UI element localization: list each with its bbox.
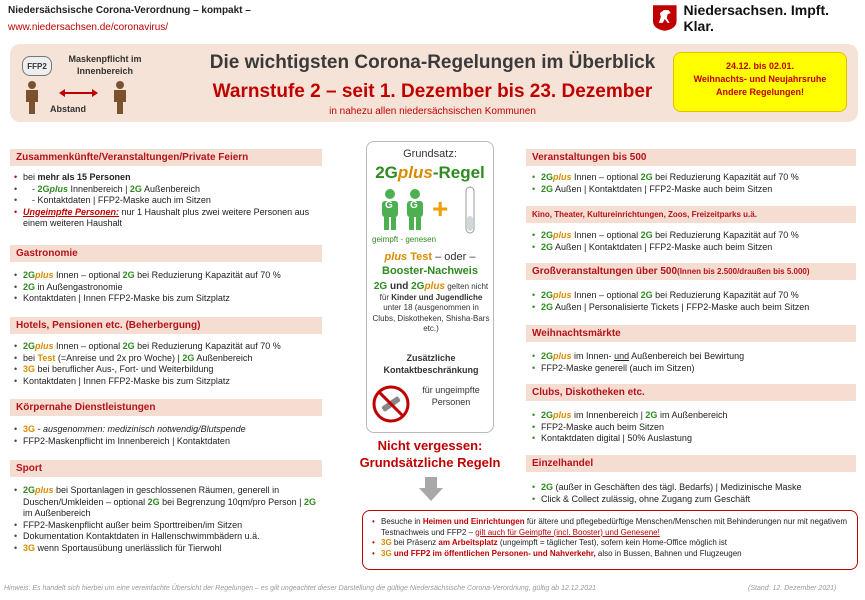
list-item: • 2Gplus im Innen- und Außenbereich bei Bewirtung [532, 351, 858, 363]
general-rules-list [372, 517, 852, 559]
gastronomy-list [14, 270, 326, 305]
list-item: • bei mehr als 15 Personen [14, 172, 326, 184]
list-item: • Dokumentation Kontaktdaten in Hallenschwimmbädern u.ä. [14, 531, 326, 543]
doc-top-title: Niedersächsische Corona-Verordnung – kompakt – [8, 5, 251, 16]
vaccinated-recovered-label: geimpft - genesen [372, 235, 437, 244]
g-badge-left: G [385, 200, 393, 211]
list-item: • Ungeimpfte Personen: nur 1 Haushalt plus zwei weitere Personen aus einem weiteren Haushalt [14, 207, 326, 230]
list-item: • 2Gplus Innen – optional 2G bei Reduzierung Kapazität auf 70 % [14, 341, 326, 353]
list-item: • 2G in Außengastronomie [14, 282, 326, 294]
distance-label: Abstand [50, 104, 86, 114]
scope-note: in nahezu allen niedersächsischen Kommunen [329, 106, 536, 117]
events-500-list [532, 172, 858, 195]
page-title: Die wichtigsten Corona-Regelungen im Überblick [209, 52, 656, 73]
list-item: • Click & Collect zulässig, ohne Zugang zum Geschäft [532, 494, 858, 506]
plus-test-label: plus Test – oder – [384, 251, 476, 263]
footer-disclaimer: Hinweis: Es handelt sich hierbei um eine vereinfachte Übersicht der Regelungen – es gilt ungeachtet dieser Darstellung die gültige Niedersächsische Corona-Verordnung, gültig ab 12.12.2021 [4, 585, 596, 592]
reminder-heading: Nicht vergessen: Grundsätzliche Regeln [359, 438, 501, 470]
list-item: • bei Test (=Anreise und 2x pro Woche) | 2G Außenbereich [14, 353, 326, 365]
large-events-list [532, 290, 858, 313]
section-head-events-500: Veranstaltungen bis 500 [526, 149, 856, 166]
list-item: • 2Gplus im Innenbereich | 2G im Außenbereich [532, 410, 858, 422]
holiday-notice-warning: Andere Regelungen! [715, 87, 804, 97]
list-item: • 2Gplus Innen – optional 2G bei Reduzierung Kapazität auf 70 % [532, 230, 858, 242]
list-item: • 2G Außen | Kontaktdaten | FFP2-Maske auch beim Sitzen [532, 184, 858, 196]
section-head-large-events: Großveranstaltungen über 500 (Innen bis 2.500/draußen bis 5.000) [526, 263, 856, 280]
list-item: • FFP2-Maske generell (auch im Sitzen) [532, 363, 858, 375]
list-item: • 3G wenn Sportausübung unerlässlich für Tierwohl [14, 543, 326, 555]
arrow-down-icon [418, 476, 444, 502]
rule-intro: Grundsatz: [403, 148, 457, 160]
booster-label: Booster-Nachweis [382, 265, 478, 277]
section-head-gatherings: Zusammenkünfte/Veranstaltungen/Private Feiern [10, 149, 322, 166]
list-item: • 2G (außer in Geschäften des tägl. Bedarfs) | Medizinische Maske [532, 482, 858, 494]
list-item: • 2Gplus Innen – optional 2G bei Reduzierung Kapazität auf 70 % [14, 270, 326, 282]
logo-text: Niedersachsen. Impft. Klar. [683, 2, 830, 34]
christmas-markets-list [532, 351, 858, 374]
list-item: • 2Gplus Innen – optional 2G bei Reduzierung Kapazität auf 70 % [532, 172, 858, 184]
niedersachsen-logo [652, 4, 860, 32]
list-item: • Kontaktdaten | Innen FFP2-Maske bis zum Sitzplatz [14, 376, 326, 388]
minors-exception-note: 2G und 2Gplus gelten nicht für Kinder und Jugendliche unter 18 (ausgenommen in Clubs, Diskotheken, Shisha-Bars etc.) [372, 281, 490, 333]
test-tube-icon [462, 186, 478, 236]
list-item: • Kontaktdaten | Innen FFP2-Maske bis zum Sitzplatz [14, 293, 326, 305]
gatherings-list [14, 172, 326, 230]
culture-list [532, 230, 858, 253]
body-services-list [14, 424, 326, 447]
holiday-notice-box [673, 52, 847, 112]
horse-crest-icon [652, 4, 678, 32]
list-item: • 3G und FFP2 im öffentlichen Personen- und Nahverkehr, also in Bussen, Bahnen und Flugzeugen [372, 549, 852, 560]
list-item: • Kontaktdaten digital | 50% Auslastung [532, 433, 858, 445]
section-head-gastronomy: Gastronomie [10, 245, 322, 262]
plus-icon: + [432, 193, 449, 224]
list-item: • 3G - ausgenommen: medizinisch notwendig/Blutspende [14, 424, 326, 436]
contact-restriction-head: Zusätzliche Kontaktbeschränkung [383, 353, 479, 375]
holiday-notice-dates: 24.12. bis 02.01. [725, 61, 795, 71]
g-badge-right: G [410, 200, 418, 211]
list-item: • 2G Außen | Personalisierte Tickets | FFP2-Maske auch beim Sitzen [532, 302, 858, 314]
list-item: • Besuche in Heimen und Einrichtungen für ältere und pflegebedürftige Menschen/Menschen mit Behinderungen nur mit negativem Testnachweis und FFP2 – gilt auch für Geimpfte (incl. Booster) und Genesene! [372, 517, 852, 538]
contact-restriction-body: für ungeimpfte Personen [422, 385, 480, 407]
retail-list [532, 482, 858, 505]
section-head-retail: Einzelhandel [526, 455, 856, 472]
list-item: • - 2Gplus Innenbereich | 2G Außenbereich [14, 184, 326, 196]
list-item: • 3G bei Präsenz am Arbeitsplatz (ungeimpft = täglicher Test), sofern kein Home-Office möglich ist [372, 538, 852, 549]
sport-list [14, 485, 326, 554]
hotels-list [14, 341, 326, 387]
list-item: • 3G bei beruflicher Aus-, Fort- und Weiterbildung [14, 364, 326, 376]
section-head-culture: Kino, Theater, Kultureinrichtungen, Zoos, Freizeitparks u.ä. [526, 206, 856, 223]
list-item: • 2Gplus Innen – optional 2G bei Reduzierung Kapazität auf 70 % [532, 290, 858, 302]
section-head-sport: Sport [10, 460, 322, 477]
source-url-link[interactable]: www.niedersachsen.de/coronavirus/ [8, 22, 169, 33]
warnstufe-subtitle: Warnstufe 2 – seit 1. Dezember bis 23. Dezember [212, 81, 653, 102]
footer-status-date: (Stand: 12. Dezember 2021) [748, 585, 837, 592]
section-head-clubs: Clubs, Diskotheken etc. [526, 384, 856, 401]
rule-title: 2Gplus-Regel [375, 163, 485, 182]
mask-requirement-label: Maskenpflicht im Innenbereich [68, 54, 142, 76]
ffp2-mask-icon: FFP2 [22, 56, 52, 76]
no-unvaccinated-icon [371, 384, 411, 424]
section-head-hotels: Hotels, Pensionen etc. (Beherbergung) [10, 317, 322, 334]
section-head-christmas-markets: Weihnachtsmärkte [526, 325, 856, 342]
list-item: • FFP2-Maske auch beim Sitzen [532, 422, 858, 434]
list-item: • 2Gplus bei Sportanlagen in geschlossenen Räumen, generell in Duschen/Umkleiden – optional 2G bei Begrenzung 10qm/pro Person | 2G im Außenbereich [14, 485, 326, 520]
list-item: • 2G Außen | Kontaktdaten | FFP2-Maske auch beim Sitzen [532, 242, 858, 254]
list-item: • - Kontaktdaten | FFP2-Maske auch im Sitzen [14, 195, 326, 207]
list-item: • FFP2-Maskenpflicht im Innenbereich | Kontaktdaten [14, 436, 326, 448]
list-item: • FFP2-Maskenpflicht außer beim Sporttreiben/im Sitzen [14, 520, 326, 532]
section-head-body-services: Körpernahe Dienstleistungen [10, 399, 322, 416]
holiday-notice-title: Weihnachts- und Neujahrsruhe [693, 74, 827, 84]
clubs-list [532, 410, 858, 445]
